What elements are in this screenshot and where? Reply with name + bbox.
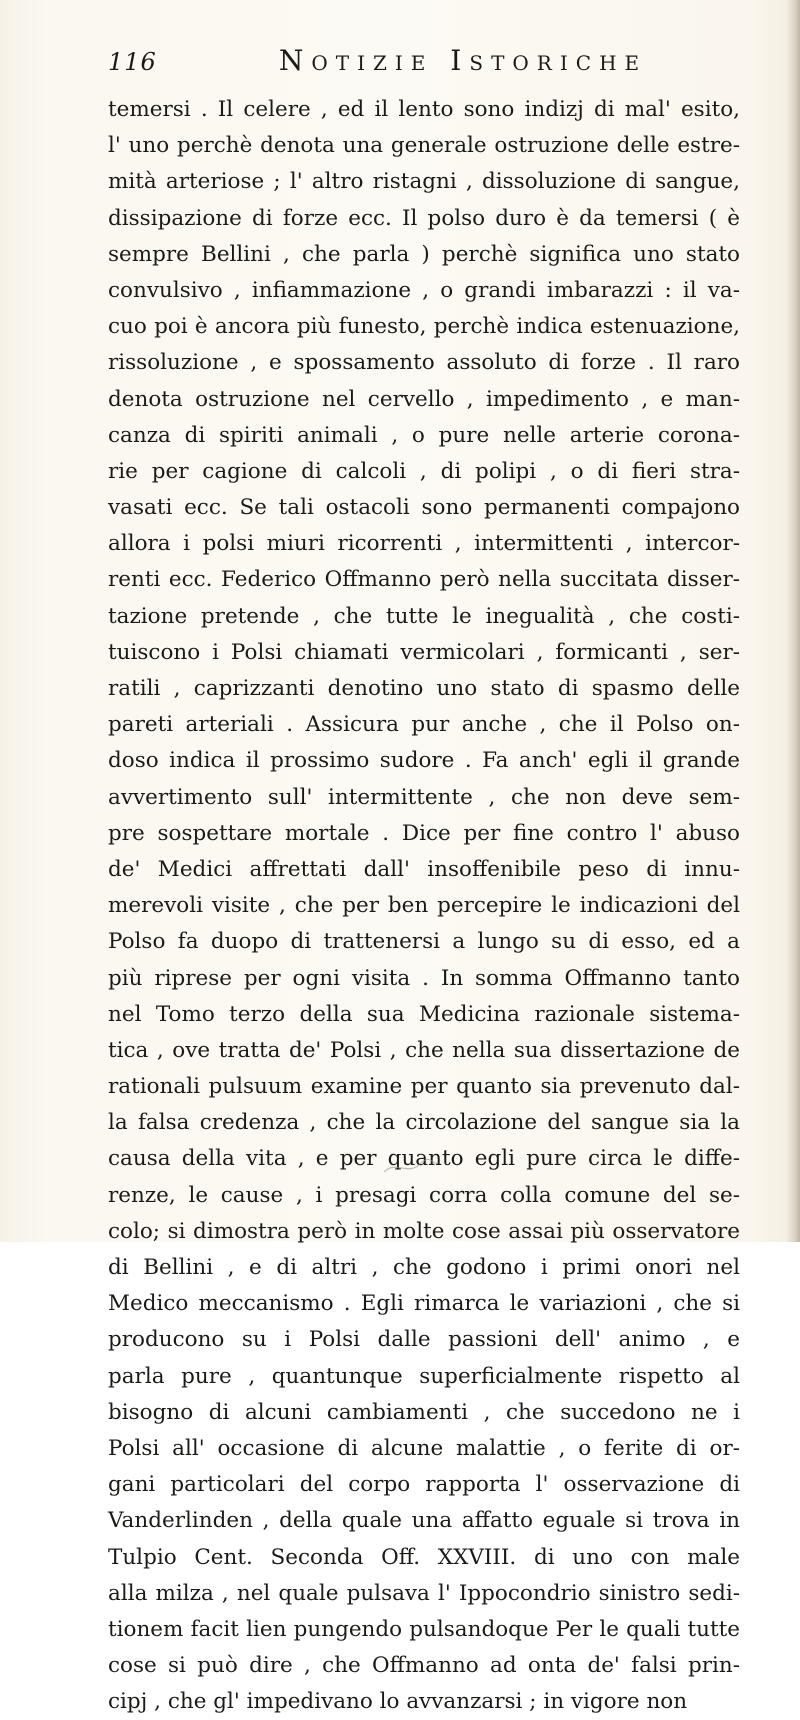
text-line: renze, le cause , i presagi corra colla comune del se- bbox=[108, 1182, 740, 1208]
text-line: colo; si dimostra però in molte cose assai più osservatore bbox=[108, 1218, 740, 1244]
text-line: vasati ecc. Se tali ostacoli sono permanenti compajono bbox=[108, 495, 740, 521]
page-number: 116 bbox=[108, 48, 157, 76]
text-line: doso indica il prossimo sudore . Fa anch' egli il grande bbox=[108, 748, 740, 774]
text-line: rie per cagione di calcoli , di polipi , o di fieri stra- bbox=[108, 458, 740, 484]
text-line: merevoli visite , che per ben percepire le indicazioni del bbox=[108, 893, 740, 919]
text-line: producono su i Polsi dalle passioni dell' animo , e bbox=[108, 1327, 740, 1353]
text-line: avvertimento sull' intermittente , che non deve sem- bbox=[108, 784, 740, 810]
page-header bbox=[108, 44, 738, 84]
text-line: ratili , caprizzanti denotino uno stato di spasmo delle bbox=[108, 676, 740, 701]
text-line: allora i polsi miuri ricorrenti , intermittenti , intercor- bbox=[108, 531, 740, 557]
text-line: Medico meccanismo . Egli rimarca le variazioni , che si bbox=[108, 1291, 740, 1317]
text-line: denota ostruzione nel cervello , impedimento , e man- bbox=[108, 386, 740, 412]
text-line: gani particolari del corpo rapporta l' osservazione di bbox=[108, 1472, 740, 1498]
pencil-mark bbox=[380, 1150, 440, 1180]
text-line: di Bellini , e di altri , che godono i primi onori nel bbox=[108, 1255, 740, 1280]
text-line: tuiscono i Polsi chiamati vermicolari , formicanti , ser- bbox=[108, 639, 740, 665]
text-line: convulsivo , infiammazione , o grandi imbarazzi : il va- bbox=[108, 277, 740, 303]
text-line: renti ecc. Federico Offmanno però nella succitata disser- bbox=[108, 567, 740, 593]
text-line: la falsa credenza , che la circolazione del sangue sia la bbox=[108, 1110, 740, 1136]
text-line: rationali pulsuum examine per quanto sia prevenuto dal- bbox=[108, 1074, 740, 1100]
text-line: Tulpio Cent. Seconda Off. XXVIII. di uno con male bbox=[108, 1544, 740, 1570]
text-body bbox=[108, 92, 740, 1720]
text-line: cuo poi è ancora più funesto, perchè indica estenuazione, bbox=[108, 314, 740, 340]
text-line: bisogno di alcuni cambiamenti , che succedono ne i bbox=[108, 1399, 740, 1425]
text-line: nel Tomo terzo della sua Medicina razionale sistema- bbox=[108, 1001, 740, 1027]
text-line: Vanderlinden , della quale una affatto eguale si trova in bbox=[108, 1508, 740, 1534]
text-line: Polsi all' occasione di alcune malattie , o ferite di or- bbox=[108, 1435, 740, 1461]
text-line: più riprese per ogni visita . In somma Offmanno tanto bbox=[108, 965, 740, 991]
text-line: canza di spiriti animali , o pure nelle arterie corona- bbox=[108, 422, 740, 448]
text-line: pareti arteriali . Assicura pur anche , che il Polso on- bbox=[108, 712, 740, 738]
text-line: parla pure , quantunque superficialmente rispetto al bbox=[108, 1363, 740, 1389]
text-line: sempre Bellini , che parla ) perchè significa uno stato bbox=[108, 241, 740, 267]
text-line: mità arteriose ; l' altro ristagni , dissoluzione di sangue, bbox=[108, 169, 740, 195]
text-line: cose si può dire , che Offmanno ad onta de' falsi prin- bbox=[108, 1653, 740, 1679]
text-line: alla milza , nel quale pulsava l' Ippocondrio sinistro sedi- bbox=[108, 1580, 740, 1606]
text-line: cipj , che gl' impedivano lo avvanzarsi ; in vigore non bbox=[108, 1689, 688, 1715]
text-line: causa della vita , e per quanto egli pure circa le diffe- bbox=[108, 1146, 740, 1172]
text-line: de' Medici affrettati dall' insoffenibile peso di innu- bbox=[108, 856, 740, 882]
running-head: Notizie Istoriche bbox=[278, 44, 648, 77]
text-line: tionem facit lien pungendo pulsandoque Per le quali tutte bbox=[108, 1616, 740, 1642]
text-line: pre sospettare mortale . Dice per fine contro l' abuso bbox=[108, 820, 740, 846]
text-line: l' uno perchè denota una generale ostruzione delle estre- bbox=[108, 133, 740, 159]
text-line: temersi . Il celere , ed il lento sono indizj di mal' esito, bbox=[108, 97, 740, 122]
page-edge-shadow bbox=[786, 0, 800, 1242]
text-line: Polso fa duopo di trattenersi a lungo su di esso, ed a bbox=[108, 929, 740, 955]
text-line: rissoluzione , e spossamento assoluto di forze . Il raro bbox=[108, 350, 740, 376]
text-line: dissipazione di forze ecc. Il polso duro è da temersi ( è bbox=[108, 205, 740, 231]
text-line: tica , ove tratta de' Polsi , che nella sua dissertazione de bbox=[108, 1037, 740, 1063]
text-line: tazione pretende , che tutte le inegualità , che costi- bbox=[108, 603, 740, 629]
